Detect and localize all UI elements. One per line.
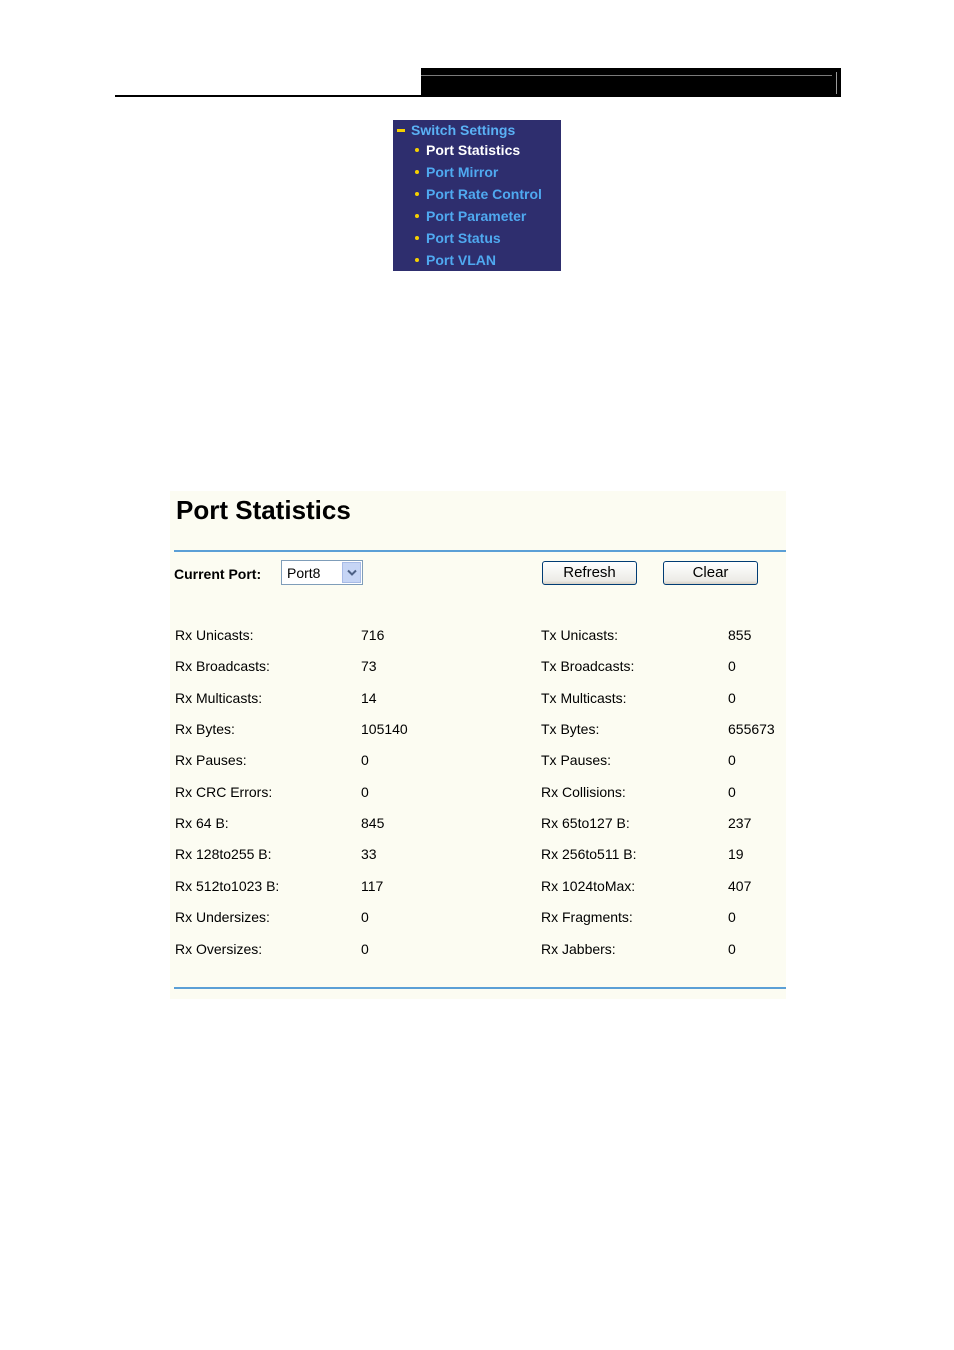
stat-label: Rx 64 B: <box>175 815 229 831</box>
stat-value: 0 <box>728 941 736 957</box>
menu-item-label: Port Mirror <box>426 164 499 180</box>
divider-top <box>174 550 786 552</box>
stat-value: 237 <box>728 815 752 831</box>
stat-label: Rx Broadcasts: <box>175 658 270 674</box>
header-bar-inner-line <box>421 75 832 76</box>
stat-value: 0 <box>728 784 736 800</box>
divider-bottom <box>174 987 786 989</box>
menu-item-port-vlan[interactable] <box>413 250 496 270</box>
stat-value: 0 <box>361 941 369 957</box>
stat-value: 14 <box>361 690 377 706</box>
menu-title-switch-settings[interactable] <box>393 121 515 139</box>
menu-item-label: Port Status <box>426 230 501 246</box>
menu-item-label: Port VLAN <box>426 252 496 268</box>
stat-label: Rx Fragments: <box>541 909 633 925</box>
stat-label: Tx Bytes: <box>541 721 600 737</box>
collapse-dash-icon <box>397 129 405 132</box>
stat-value: 19 <box>728 846 744 862</box>
stat-label: Rx Multicasts: <box>175 690 263 706</box>
bullet-icon <box>415 214 419 218</box>
stat-value: 845 <box>361 815 385 831</box>
current-port-value: Port8 <box>287 565 321 581</box>
stat-value: 73 <box>361 658 377 674</box>
port-statistics-panel <box>170 491 786 999</box>
stat-label: Tx Multicasts: <box>541 690 627 706</box>
stat-label: Rx 1024toMax: <box>541 878 636 894</box>
stat-label: Rx Jabbers: <box>541 941 616 957</box>
stat-label: Rx Bytes: <box>175 721 235 737</box>
menu-item-port-statistics[interactable] <box>413 140 520 160</box>
stat-value: 0 <box>728 658 736 674</box>
menu-item-port-rate-control[interactable] <box>413 184 542 204</box>
menu-item-label: Port Parameter <box>426 208 527 224</box>
stat-label: Tx Broadcasts: <box>541 658 635 674</box>
bullet-icon <box>415 192 419 196</box>
stat-value: 855 <box>728 627 752 643</box>
bullet-icon <box>415 258 419 262</box>
menu-item-label: Port Statistics <box>426 142 521 158</box>
switch-settings-menu <box>393 120 561 271</box>
menu-item-port-parameter[interactable] <box>413 206 526 226</box>
stat-label: Rx Oversizes: <box>175 941 263 957</box>
menu-item-label: Port Rate Control <box>426 186 542 202</box>
stat-value: 105140 <box>361 721 408 737</box>
menu-item-port-mirror[interactable] <box>413 162 498 182</box>
menu-title-label: Switch Settings <box>411 122 516 138</box>
stat-value: 0 <box>728 752 736 768</box>
stat-label: Tx Pauses: <box>541 752 612 768</box>
stat-label: Rx 512to1023 B: <box>175 878 280 894</box>
stat-label: Rx Pauses: <box>175 752 247 768</box>
stat-label: Rx 65to127 B: <box>541 815 630 831</box>
stat-value: 0 <box>361 909 369 925</box>
stat-label: Rx Unicasts: <box>175 627 254 643</box>
stat-value: 716 <box>361 627 385 643</box>
page-title: Port Statistics <box>176 495 351 525</box>
header-bar <box>421 68 841 97</box>
current-port-select[interactable] <box>281 560 363 585</box>
stat-value: 0 <box>361 784 369 800</box>
stat-value: 0 <box>728 909 736 925</box>
header-bar-tick <box>836 72 837 94</box>
stat-label: Rx 256to511 B: <box>541 846 637 862</box>
bullet-icon <box>415 236 419 240</box>
stat-label: Rx Collisions: <box>541 784 626 800</box>
stat-value: 33 <box>361 846 377 862</box>
bullet-icon <box>415 148 419 152</box>
stat-label: Rx 128to255 B: <box>175 846 272 862</box>
current-port-label: Current Port: <box>174 566 262 582</box>
clear-button[interactable]: Clear <box>663 561 758 585</box>
stat-label: Rx Undersizes: <box>175 909 270 925</box>
chevron-down-icon[interactable] <box>342 562 361 583</box>
bullet-icon <box>415 170 419 174</box>
stat-value: 407 <box>728 878 752 894</box>
stat-label: Rx CRC Errors: <box>175 784 273 800</box>
stat-value: 0 <box>361 752 369 768</box>
menu-item-port-status[interactable] <box>413 228 501 248</box>
stat-value: 117 <box>361 878 384 894</box>
stat-value: 0 <box>728 690 736 706</box>
stat-value: 655673 <box>728 721 775 737</box>
header-rule <box>115 95 841 97</box>
stat-label: Tx Unicasts: <box>541 627 619 643</box>
refresh-button[interactable]: Refresh <box>542 561 637 585</box>
